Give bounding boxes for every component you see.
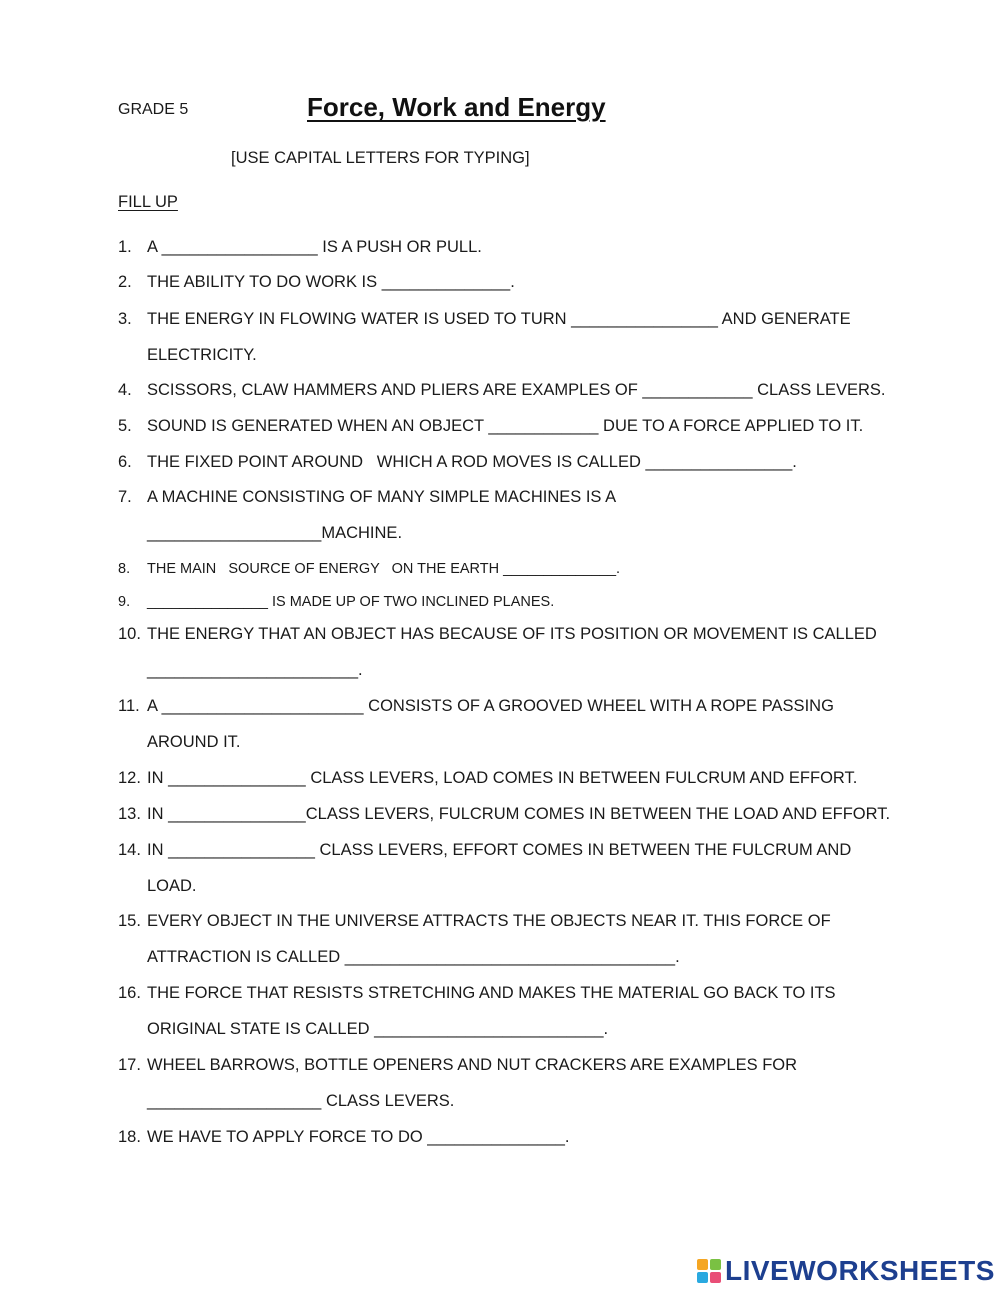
logo-blocks-icon xyxy=(697,1259,721,1283)
question-7-continued[interactable]: ___________________MACHINE. xyxy=(147,524,403,542)
question-17-continued[interactable]: ___________________ CLASS LEVERS. xyxy=(147,1092,455,1110)
question-8[interactable]: 8. THE MAIN SOURCE OF ENERGY ON THE EARTH ______________. xyxy=(118,561,621,577)
liveworksheets-logo[interactable] xyxy=(697,1253,995,1289)
typing-instruction: [USE CAPITAL LETTERS FOR TYPING] xyxy=(231,149,530,167)
question-3-continued: ELECTRICITY. xyxy=(147,346,257,364)
worksheet-title: Force, Work and Energy xyxy=(307,92,606,122)
question-11[interactable]: 11. A ______________________ CONSISTS OF A GROOVED WHEEL WITH A ROPE PASSING xyxy=(118,697,834,715)
question-1[interactable]: 1. A _________________ IS A PUSH OR PULL. xyxy=(118,238,482,256)
question-12[interactable]: 12. IN _______________ CLASS LEVERS, LOAD COMES IN BETWEEN FULCRUM AND EFFORT. xyxy=(118,769,858,787)
question-10-continued[interactable]: _______________________. xyxy=(147,661,363,679)
question-14-continued: LOAD. xyxy=(147,877,197,895)
question-16-continued[interactable]: ORIGINAL STATE IS CALLED _________________________. xyxy=(147,1020,609,1038)
grade-label: GRADE 5 xyxy=(118,101,189,118)
question-14[interactable]: 14. IN ________________ CLASS LEVERS, EFFORT COMES IN BETWEEN THE FULCRUM AND xyxy=(118,841,852,859)
question-3[interactable]: 3. THE ENERGY IN FLOWING WATER IS USED TO TURN ________________ AND GENERATE xyxy=(118,310,851,328)
question-18[interactable]: 18. WE HAVE TO APPLY FORCE TO DO _______________. xyxy=(118,1128,570,1146)
question-10[interactable]: 10. THE ENERGY THAT AN OBJECT HAS BECAUSE OF ITS POSITION OR MOVEMENT IS CALLED xyxy=(118,625,877,643)
logo-block xyxy=(710,1272,721,1283)
question-13[interactable]: 13. IN _______________CLASS LEVERS, FULCRUM COMES IN BETWEEN THE LOAD AND EFFORT. xyxy=(118,805,891,823)
logo-block xyxy=(697,1259,708,1270)
question-2[interactable]: 2. THE ABILITY TO DO WORK IS ______________. xyxy=(118,273,515,291)
question-9[interactable]: 9. _______________ IS MADE UP OF TWO INCLINED PLANES. xyxy=(118,594,555,610)
section-heading: FILL UP xyxy=(118,193,178,211)
question-17[interactable]: 17. WHEEL BARROWS, BOTTLE OPENERS AND NUT CRACKERS ARE EXAMPLES FOR xyxy=(118,1056,798,1074)
question-15-continued[interactable]: ATTRACTION IS CALLED ____________________________________. xyxy=(147,948,680,966)
logo-block xyxy=(710,1259,721,1270)
question-4[interactable]: 4. SCISSORS, CLAW HAMMERS AND PLIERS ARE EXAMPLES OF ____________ CLASS LEVERS. xyxy=(118,381,886,399)
question-11-continued: AROUND IT. xyxy=(147,733,241,751)
question-6[interactable]: 6. THE FIXED POINT AROUND WHICH A ROD MOVES IS CALLED ________________. xyxy=(118,453,797,471)
question-15[interactable]: 15. EVERY OBJECT IN THE UNIVERSE ATTRACTS THE OBJECTS NEAR IT. THIS FORCE OF xyxy=(118,912,831,930)
question-7[interactable]: 7. A MACHINE CONSISTING OF MANY SIMPLE MACHINES IS A xyxy=(118,488,617,506)
question-16[interactable]: 16. THE FORCE THAT RESISTS STRETCHING AND MAKES THE MATERIAL GO BACK TO ITS xyxy=(118,984,836,1002)
question-5[interactable]: 5. SOUND IS GENERATED WHEN AN OBJECT ____________ DUE TO A FORCE APPLIED TO IT. xyxy=(118,417,864,435)
logo-wordmark: LIVEWORKSHEETS xyxy=(725,1255,995,1286)
logo-block xyxy=(697,1272,708,1283)
